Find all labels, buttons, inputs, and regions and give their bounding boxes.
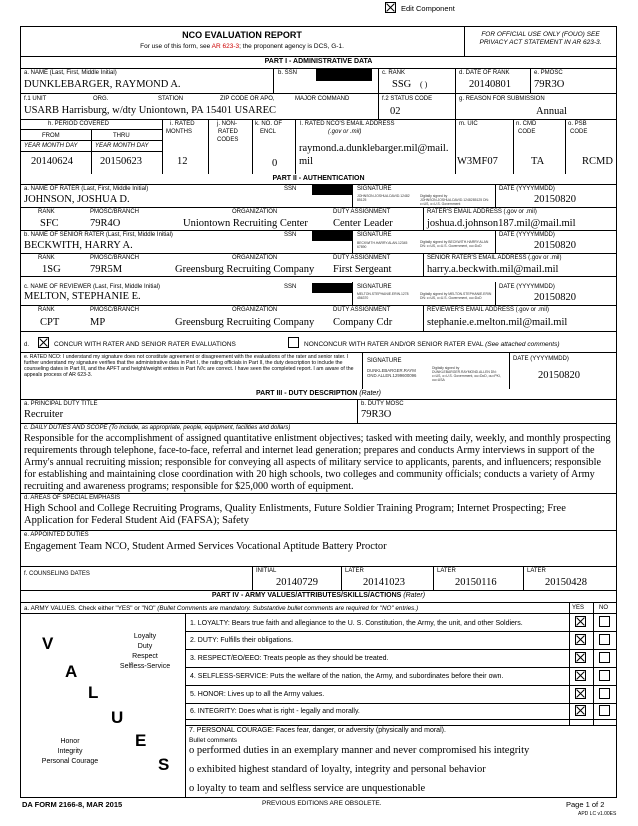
rated-months-label: i. RATED	[170, 121, 195, 127]
rater-date: 20150820	[534, 194, 576, 205]
rater-signature-label: SIGNATURE	[357, 186, 392, 192]
reason-value: Annual	[536, 106, 567, 117]
reviewer-ssn-label: SSN	[284, 284, 297, 290]
values-group-bottom: Honor Integrity Personal Courage	[41, 738, 99, 765]
rater-pmosc-label: PMOSC/BRANCH	[90, 209, 140, 215]
reviewer-pmosc-label: PMOSC/BRANCH	[90, 307, 140, 313]
concur-d-label: d.	[24, 342, 30, 348]
rater-email-label: RATER'S EMAIL ADDRESS (.gov or .mil)	[427, 209, 537, 215]
rated-email-sub: (.gov or .mil)	[328, 129, 362, 135]
srater-ssn-label: SSN	[284, 232, 297, 238]
pmosc-label: e. PMOSC	[534, 70, 563, 76]
rated-sig-detail: Digitally signed by DUNKLEBARGER.RAYMOND.ALLEN DN: c=US, o=U.S. Government, ou=DoD, ou=PKI, ou=USA	[432, 366, 501, 382]
cmd-code-label: n. CMD	[516, 121, 537, 127]
counseling-later-1: 20141023	[363, 577, 405, 588]
period-covered-label: h. PERIOD COVERED	[48, 121, 110, 127]
rater-sig-detail: Digitally signed by JOHNSON.JOSHUA.DAVID.1248285125 DN: c=US, o=U.S. Government	[420, 194, 489, 206]
srater-date: 20150820	[534, 240, 576, 251]
loyalty-yes-checkbox[interactable]	[575, 616, 586, 627]
value-integrity: 6. INTEGRITY: Does what is right - legally and morally.	[190, 708, 360, 715]
rater-rank: SFC	[40, 218, 59, 229]
value-respect: 3. RESPECT/EO/EEO: Treats people as they should be treated.	[190, 655, 389, 662]
ar-link[interactable]: AR 623-3	[211, 43, 240, 50]
encl-label2: ENCL	[260, 129, 277, 135]
from-label: FROM	[42, 133, 60, 139]
apd-version: APD LC v1.00ES	[578, 811, 617, 817]
respect-no-checkbox[interactable]	[599, 652, 610, 663]
psb-code: RCMD	[582, 156, 613, 167]
rated-email-label: l. RATED NCO'S EMAIL ADDRESS	[300, 121, 395, 127]
reviewer-org-label: ORGANIZATION	[232, 307, 278, 313]
form-subtitle: For use of this form, see AR 623-3; the proponent agency is DCS, G-1.	[140, 43, 344, 50]
srater-email: harry.a.beckwith.mil@mail.mil	[427, 264, 559, 275]
date-of-rank-label: d. DATE OF RANK	[459, 70, 510, 76]
counseling-dates-label: f. COUNSELING DATES	[24, 571, 90, 577]
reviewer-email: stephanie.e.melton.mil@mail.mil	[427, 317, 568, 328]
selfless-no-checkbox[interactable]	[599, 670, 610, 681]
rater-org: Uniontown Recruiting Center	[183, 218, 308, 229]
value-loyalty: 1. LOYALTY: Bears true faith and allegiance to the U. S. Constitution, the Army, the unit, and other Soldiers.	[190, 620, 523, 627]
appointed-duties-label: e. APPOINTED DUTIES	[24, 532, 89, 538]
reviewer-email-label: REVIEWER'S EMAIL ADDRESS (.gov or .mil)	[427, 307, 549, 313]
page-number: Page 1 of 2	[566, 800, 605, 809]
ssn-redaction	[316, 69, 372, 81]
srater-sig-name: BECKWITH.HARRY.ALAN.12345 67890	[357, 241, 408, 249]
fouo-notice: FOR OFFICIAL USE ONLY (FOUO) SEE PRIVACY ACT STATEMENT IN AR 623-3.	[479, 31, 602, 46]
selfless-yes-checkbox[interactable]	[575, 670, 586, 681]
reviewer-sig-name: MELTON.STEPHANIE.ERIN.1278 456370	[357, 292, 409, 300]
part4-title: PART IV - ARMY VALUES/ATTRIBUTES/SKILLS/ACTIONS (Rater)	[21, 591, 616, 601]
special-emphasis: High School and College Recruiting Programs, Quality Enlistments, Future Soldier Training Program; Internet Prospecting; Free Application for Federal Student Aid (FAFSA); Safety	[24, 503, 566, 526]
rater-duty-label: DUTY ASSIGNMENT	[333, 209, 391, 215]
reviewer-name: MELTON, STEPHANIE E.	[24, 291, 141, 302]
duty-mosc: 79R3O	[361, 409, 392, 420]
rank-paren: ( )	[420, 80, 428, 89]
period-from: 20140624	[31, 156, 73, 167]
values-letter-l: L	[88, 683, 99, 702]
concur-label: CONCUR WITH RATER AND SENIOR RATER EVALUATIONS	[54, 341, 236, 348]
rater-sig-name: JOHNSON.JOSHUA.DAVID.12482 85125	[357, 194, 410, 202]
honor-yes-checkbox[interactable]	[575, 688, 586, 699]
form-frame	[20, 26, 617, 798]
srater-rank: 1SG	[42, 264, 61, 275]
integrity-yes-checkbox[interactable]	[575, 705, 586, 716]
rater-name-label: a. NAME OF RATER (Last, First, Middle Initial)	[24, 186, 149, 192]
status-code-label: f.2 STATUS CODE	[382, 96, 433, 102]
psb-code-label: o. PSB	[568, 121, 587, 127]
station-label: STATION	[158, 96, 184, 102]
reviewer-duty-label: DUTY ASSIGNMENT	[333, 307, 391, 313]
rater-org-label: ORGANIZATION	[232, 209, 278, 215]
rated-nco-statement: e. RATED NCO: I understand my signature does not constitute agreement or disagreement with the evaluations of the rater and senior rater. I further understand my signature verifies that the administrative data in Part I, the rating officials in Part II, the duty description to include the counseling dates in Part III, and the APFT and height/weight entries in Part IV/c are correct. I have seen the completed report. I am aware of the appeals process of AR 623-3.	[24, 354, 354, 378]
thru-label: THRU	[113, 133, 130, 139]
rater-pmosc: 79R4O	[90, 218, 121, 229]
thru-format: YEAR MONTH DAY	[95, 143, 149, 149]
zip-label: ZIP CODE OR APO,	[220, 96, 275, 102]
principal-duty: Recruiter	[24, 409, 64, 420]
rated-email-line1: raymond.a.dunklebarger.mil@mail.	[299, 143, 449, 154]
reviewer-rank: CPT	[40, 317, 60, 328]
period-thru: 20150623	[100, 156, 142, 167]
rater-duty: Center Leader	[333, 218, 393, 229]
unit-value: USARB Harrisburg, w/dty Uniontown, PA 15401 USAREC	[24, 105, 277, 116]
bullet-comment-3: o loyalty to team and selfless service are unquestionable	[189, 783, 426, 794]
rater-rank-label: RANK	[38, 209, 55, 215]
principal-duty-label: a. PRINCIPAL DUTY TITLE	[24, 401, 98, 407]
counseling-later-3: 20150428	[545, 577, 587, 588]
values-letter-v: V	[42, 634, 54, 653]
form-title: NCO EVALUATION REPORT	[182, 30, 302, 40]
psb-code-label2: CODE	[570, 129, 588, 135]
reviewer-duty: Company Cdr	[333, 317, 393, 328]
date-of-rank: 20140801	[469, 79, 511, 90]
rated-nco-name: DUNKLEBARGER, RAYMOND A.	[24, 79, 181, 90]
values-letter-a: A	[65, 662, 78, 681]
yes-header: YES	[572, 605, 585, 611]
cmd-code: TA	[531, 156, 545, 167]
from-format: YEAR MONTH DAY	[24, 143, 78, 149]
duty-no-checkbox[interactable]	[599, 634, 610, 645]
rater-name: JOHNSON, JOSHUA D.	[24, 194, 130, 205]
later-label-2: LATER	[437, 568, 456, 574]
reviewer-date-label: DATE (YYYYMMDD)	[499, 284, 555, 290]
srater-pmosc-label: PMOSC/BRANCH	[90, 255, 140, 261]
no-header: NO	[599, 605, 608, 611]
rater-date-label: DATE (YYYYMMDD)	[499, 186, 555, 192]
ssn-label: b. SSN	[278, 70, 298, 76]
values-letter-s: S	[158, 755, 170, 774]
name-label: a. NAME (Last, First, Middle Initial)	[24, 70, 117, 76]
srater-signature-label: SIGNATURE	[357, 232, 392, 238]
cmd-code-label2: CODE	[518, 129, 536, 135]
later-label-1: LATER	[345, 568, 364, 574]
part3-title: PART III - DUTY DESCRIPTION (Rater)	[21, 389, 616, 399]
part2-title: PART II - AUTHENTICATION	[21, 174, 616, 184]
rated-date-label: DATE (YYYYMMDD)	[513, 356, 569, 362]
srater-rank-label: RANK	[38, 255, 55, 261]
later-label-3: LATER	[527, 568, 546, 574]
value-duty: 2. DUTY: Fulfills their obligations.	[190, 637, 294, 644]
loyalty-no-checkbox[interactable]	[599, 616, 610, 627]
army-values-label: a. ARMY VALUES. Check either "YES" or "NO" (Bullet Comments are mandatory. Substantive bullet comments are required for "NO" entries.)	[24, 605, 419, 612]
srater-pmosc: 79R5M	[90, 264, 123, 275]
encl-label: k. NO. OF	[255, 121, 282, 127]
srater-duty: First Sergeant	[333, 264, 392, 275]
srater-sig-detail: Digitally signed by BECKWITH.HARRY.ALAN DN: c=US, o=U.S. Government, ou=DoD	[420, 240, 489, 248]
respect-yes-checkbox[interactable]	[575, 652, 586, 663]
duty-mosc-label: b. DUTY MOSC	[361, 401, 404, 407]
honor-no-checkbox[interactable]	[599, 688, 610, 699]
rank-label: c. RANK	[382, 70, 406, 76]
major-command-label: MAJOR COMMAND	[295, 96, 350, 102]
uic-value: W3MF07	[457, 156, 498, 167]
srater-duty-label: DUTY ASSIGNMENT	[333, 255, 391, 261]
bullet-comment-2: o exhibited highest standard of loyalty, integrity and personal behavior	[189, 764, 486, 775]
reviewer-sig-detail: Digitally signed by MELTON.STEPHANIE.ERIN DN: c=US, o=U.S. Government, ou=DoD	[420, 292, 492, 300]
form-number: DA FORM 2166-8, MAR 2015	[22, 800, 123, 809]
counseling-later-2: 20150116	[455, 577, 497, 588]
initial-label: INITIAL	[256, 568, 277, 574]
values-letter-u: U	[111, 708, 124, 727]
rated-date: 20150820	[538, 370, 580, 381]
srater-org: Greensburg Recruiting Company	[175, 264, 315, 275]
reviewer-signature-label: SIGNATURE	[357, 284, 392, 290]
pmosc-value: 79R3O	[534, 79, 565, 90]
appointed-duties: Engagement Team NCO, Student Armed Services Vocational Aptitude Battery Proctor	[24, 541, 387, 552]
value-honor: 5. HONOR: Lives up to all the Army values.	[190, 691, 325, 698]
srater-ssn-redaction	[312, 231, 352, 241]
srater-date-label: DATE (YYYYMMDD)	[499, 232, 555, 238]
bullet-comments-label: Bullet comments	[189, 737, 238, 744]
value-personal-courage: 7. PERSONAL COURAGE: Faces fear, danger, or adversity (physically and moral).	[189, 727, 446, 734]
org-label: ORG.	[93, 96, 109, 102]
nonconcur-label: NONCONCUR WITH RATER AND/OR SENIOR RATER EVAL (See attached comments)	[304, 341, 560, 348]
encl-count: 0	[272, 158, 278, 169]
unit-label: f.1 UNIT	[24, 96, 47, 102]
srater-name: BECKWITH, HARRY A.	[24, 240, 133, 251]
values-group-top: Loyalty Duty Respect Selfless-Service	[119, 633, 171, 670]
rater-ssn-redaction	[312, 185, 352, 195]
rated-months-label2: MONTHS	[166, 129, 192, 135]
values-letter-e: E	[135, 731, 147, 750]
reviewer-rank-label: RANK	[38, 307, 55, 313]
status-code: 02	[390, 106, 401, 117]
reviewer-name-label: c. NAME OF REVIEWER (Last, First, Middle Initial)	[24, 284, 161, 290]
value-selfless-service: 4. SELFLESS-SERVICE: Puts the welfare of the nation, the Army, and subordinates before their own.	[190, 673, 504, 680]
reviewer-pmosc: MP	[90, 317, 106, 328]
daily-duties: Responsible for the accomplishment of assigned quantitative enlistment objectives; tasked with meeting daily, weekly, and monthly prospecting requirements through telephone, face-to-face, referral and internet lead generation; prepares and conducts Army interviews in support of the Army's annual recruiting mission; responsible for conveying all aspects of military service to applicants, parents, and influencers; responsible for establishing and maintaining close coordination with 20 high schools, two colleges and community officials; conducts a variety of Army recruiting and awareness programs; responsible for $25,000 worth of equipment.	[24, 433, 611, 492]
rater-ssn-label: SSN	[284, 186, 297, 192]
concur-checkbox[interactable]	[38, 337, 49, 348]
rater-email: joshua.d.johnson187.mil@mail.mil	[427, 218, 576, 229]
rank-value: SSG	[392, 79, 412, 90]
nonrated-label: j. NON-	[217, 121, 237, 127]
bullet-comment-1: o performed duties in an exemplary manner and never compromised his integrity	[189, 745, 530, 756]
nonrated-label3: CODES	[217, 137, 239, 143]
nonrated-label2: RATED	[218, 129, 238, 135]
srater-email-label: SENIOR RATER'S EMAIL ADDRESS (.gov or .mil)	[427, 255, 562, 261]
reviewer-org: Greensburg Recruiting Company	[175, 317, 315, 328]
reason-label: g. REASON FOR SUBMISSION	[459, 96, 545, 102]
reviewer-ssn-redaction	[312, 283, 352, 293]
rated-months: 12	[177, 156, 188, 167]
srater-org-label: ORGANIZATION	[232, 255, 278, 261]
integrity-no-checkbox[interactable]	[599, 705, 610, 716]
rated-email-line2: mil	[299, 156, 314, 167]
reviewer-date: 20150820	[534, 292, 576, 303]
part1-title: PART I - ADMINISTRATIVE DATA	[21, 57, 616, 67]
rated-sig-name: DUNKLEBARGER.RAYM OND.ALLEN.1299600096	[367, 368, 417, 378]
daily-duties-label: c. DAILY DUTIES AND SCOPE (To include, as appropriate, people, equipment, facilities and dollars)	[24, 425, 291, 431]
counseling-initial: 20140729	[276, 577, 318, 588]
uic-label: m. UIC	[459, 121, 478, 127]
previous-editions: PREVIOUS EDITIONS ARE OBSOLETE.	[262, 800, 382, 807]
srater-name-label: b. NAME OF SENIOR RATER (Last, First, Middle Initial)	[24, 232, 173, 238]
duty-yes-checkbox[interactable]	[575, 634, 586, 645]
rated-signature-label: SIGNATURE	[367, 358, 402, 364]
edit-component-label: Edit Component	[401, 4, 455, 13]
special-emphasis-label: d. AREAS OF SPECIAL EMPHASIS	[24, 495, 121, 501]
nonconcur-checkbox[interactable]	[288, 337, 299, 348]
edit-component-checkbox[interactable]	[385, 2, 396, 13]
